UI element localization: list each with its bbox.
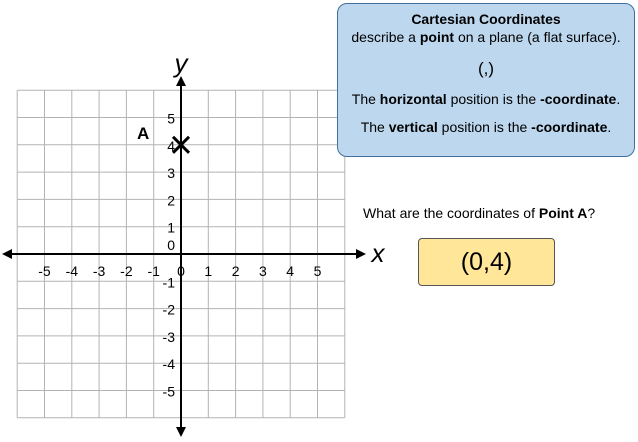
info-horizontal-line	[338, 90, 634, 108]
info-box	[337, 3, 635, 157]
x-tick-label: 4	[286, 263, 295, 279]
x-tick-label: 3	[259, 263, 267, 279]
x-tick-label: -4	[65, 263, 79, 279]
info-horizontal-mid: position is the	[446, 91, 541, 107]
info-vertical-bold: vertical	[388, 119, 438, 135]
x-tick-label: -5	[38, 263, 51, 279]
info-horizontal-post: .	[616, 91, 621, 107]
info-title: Cartesian Coordinates	[411, 11, 561, 27]
info-vertical-mid: position is the	[437, 119, 532, 135]
y-tick-label: 1	[167, 219, 175, 236]
info-description-post: on a plane (a flat surface).	[454, 29, 621, 45]
question-pre: What are the coordinates of	[363, 205, 539, 221]
info-horizontal-bold: horizontal	[379, 91, 447, 107]
x-tick-label: 2	[231, 263, 240, 279]
x-axis-label: x	[371, 238, 385, 268]
info-vertical-pre: The	[360, 119, 389, 135]
y-tick-label: 2	[167, 192, 175, 209]
x-tick-label: -1	[147, 263, 160, 279]
info-description	[338, 28, 634, 46]
x-axis-arrow-right	[356, 249, 366, 259]
y-tick-label: 3	[167, 165, 175, 182]
point-label: A	[137, 123, 150, 143]
info-horizontal-pre: The	[351, 91, 380, 107]
x-axis-arrow-left	[2, 249, 12, 259]
y-axis-label: y	[174, 48, 188, 78]
info-vertical-line	[338, 118, 634, 136]
info-description-bold: point	[419, 29, 455, 45]
y-axis-arrow-bottom	[176, 427, 186, 437]
y-tick-label: -4	[162, 356, 175, 373]
x-tick-label: -2	[120, 263, 133, 279]
info-coordinate-pair: (,)	[477, 59, 495, 78]
y-tick-label: 0	[167, 237, 175, 253]
y-tick-label: 4	[167, 137, 175, 154]
answer-text: (0,4)	[460, 247, 513, 276]
info-description-pre: describe a	[351, 29, 420, 45]
y-tick-label: 5	[167, 110, 175, 127]
x-tick-label: 1	[204, 263, 213, 279]
y-tick-label: -1	[162, 274, 175, 291]
y-tick-label: -3	[162, 328, 175, 345]
info-horizontal-coordinate: -coordinate	[540, 91, 617, 107]
x-tick-label: 5	[313, 263, 322, 279]
x-tick-label: -3	[92, 263, 106, 279]
y-tick-label: -2	[162, 301, 175, 318]
y-tick-label: -5	[162, 383, 175, 400]
info-vertical-post: .	[607, 119, 612, 135]
x-tick-label: 0	[177, 263, 185, 279]
question-bold: Point A	[538, 205, 588, 221]
answer-box	[418, 238, 555, 286]
info-vertical-coordinate: -coordinate	[531, 119, 608, 135]
question-text	[363, 205, 595, 221]
question-post: ?	[587, 205, 596, 221]
